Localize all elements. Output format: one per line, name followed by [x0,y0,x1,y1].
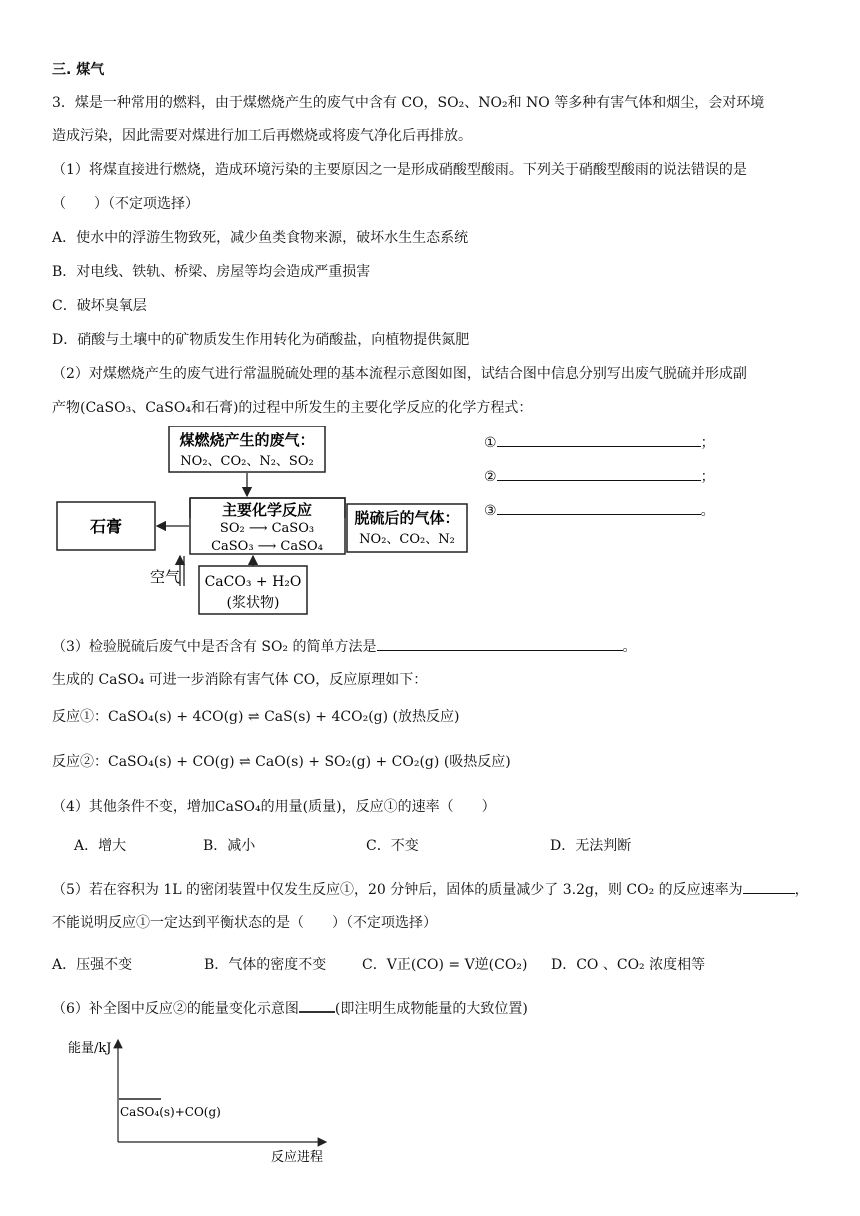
part5-option-c[interactable]: C．V正(CO) = V逆(CO₂) [362,957,528,973]
part1-stem-line-2: （ ）（不定项选择） [52,196,199,212]
part3-stem: （3）检验脱硫后废气中是否含有 SO₂ 的简单方法是 [52,639,377,655]
section-title: 三. 煤气 [52,62,105,78]
desulfurization-flow-diagram [55,426,475,618]
part3-question: （3）检验脱硫后废气中是否含有 SO₂ 的简单方法是 。 [52,636,637,657]
part5-option-b[interactable]: B．气体的密度不变 [204,957,327,973]
flow-bottom-line-1: CaCO₃ + H₂O [204,574,302,590]
q3-stem-line-1: 3．煤是一种常用的燃料，由于煤燃烧产生的废气中含有 CO，SO₂、NO₂和 NO 等多种有害气体和烟尘，会对环境 [52,95,765,111]
flow-air-label: 空气 [149,568,181,586]
part5-stem-line-1: （5）若在容积为 1L 的密闭装置中仅发生反应①，20 分钟后，固体的质量减少了 3.2g，则 CO₂ 的反应速率为 ， [52,879,809,900]
reaction-2-note: (吸热反应) [443,754,511,770]
part4-stem: （4）其他条件不变，增加CaSO₄的用量(质量)，反应①的速率（ ） [52,799,496,815]
part2-blank-3[interactable]: ③ 。 [484,500,715,521]
part2-stem-line-2: 产物(CaSO₃、CaSO₄和石膏)的过程中所发生的主要化学反应的化学方程式： [52,400,533,416]
part1-option-d[interactable]: D．硝酸与土壤中的矿物质发生作用转化为硝酸盐，向植物提供氮肥 [52,332,470,348]
q3-stem-line-2: 造成污染，因此需要对煤进行加工后再燃烧或将废气净化后再排放。 [52,128,472,144]
reaction-1 [52,707,459,727]
flow-bottom-line-2: (浆状物) [226,595,280,611]
part1-option-c[interactable]: C．破坏臭氧层 [52,298,147,314]
reaction-1-note: (放热反应) [392,709,460,725]
energy-y-label: 能量/kJ [68,1041,112,1056]
flow-center-reaction-1: SO₂ ⟶ CaSO₃ [219,521,315,536]
part1-option-b[interactable]: B．对电线、铁轨、桥梁、房屋等均会造成严重损害 [52,264,371,280]
flow-center-reaction-2: CaSO₃ ⟶ CaSO₄ [211,539,323,554]
part4-option-b[interactable]: B．减小 [203,838,256,854]
reaction-2 [52,752,511,772]
flow-left-label: 石膏 [89,517,123,536]
part3-answer-blank[interactable] [377,636,623,651]
part1-option-a[interactable]: A．使水中的浮游生物致死，减少鱼类食物来源，破坏水生生态系统 [52,230,469,246]
reaction-1-label: 反应①： [52,709,108,725]
part4-option-a[interactable]: A．增大 [74,838,127,854]
part6-stem: （6）补全图中反应②的能量变化示意图 (即注明生成物能量的大致位置) [52,997,528,1019]
reaction-2-equation: CaSO₄(s) + CO(g) ⇌ CaO(s) + SO₂(g) + CO₂(g) [108,754,440,770]
flow-center-title: 主要化学反应 [221,501,313,519]
part4-option-c[interactable]: C．不变 [366,838,419,854]
energy-reactant-label: CaSO₄(s)+CO(g) [120,1105,221,1119]
part5-rate-blank[interactable] [743,879,795,894]
part4-option-d[interactable]: D．无法判断 [550,838,632,854]
energy-diagram [64,1036,344,1170]
flow-right-title: 脱硫后的气体： [354,509,460,527]
part2-stem-line-1: （2）对煤燃烧产生的废气进行常温脱硫处理的基本流程示意图如图，试结合图中信息分别写出废气脱硫并形成副 [52,366,747,382]
part6-blank[interactable] [299,997,335,1013]
part2-blank-1[interactable]: ① ； [484,432,715,453]
flow-top-title: 煤燃烧产生的废气： [179,431,315,449]
part2-blank-2[interactable]: ② ； [484,466,715,487]
flow-top-content: NO₂、CO₂、N₂、SO₂ [180,454,314,469]
part5-stem-line-2: 不能说明反应①一定达到平衡状态的是（ ）（不定项选择） [52,915,437,931]
reaction-2-label: 反应②： [52,754,108,770]
reaction-intro: 生成的 CaSO₄ 可进一步消除有害气体 CO，反应原理如下： [52,672,428,688]
reaction-1-equation: CaSO₄(s) + 4CO(g) ⇌ CaS(s) + 4CO₂(g) [108,709,389,725]
part1-stem-line-1: （1）将煤直接进行燃烧，造成环境污染的主要原因之一是形成硝酸型酸雨。下列关于硝酸型酸雨的说法错误的是 [52,162,747,178]
flow-right-content: NO₂、CO₂、N₂ [359,532,455,547]
part5-option-a[interactable]: A．压强不变 [52,957,133,973]
part5-option-d[interactable]: D．CO 、CO₂ 浓度相等 [551,957,706,973]
energy-x-label: 反应进程 [271,1150,324,1165]
